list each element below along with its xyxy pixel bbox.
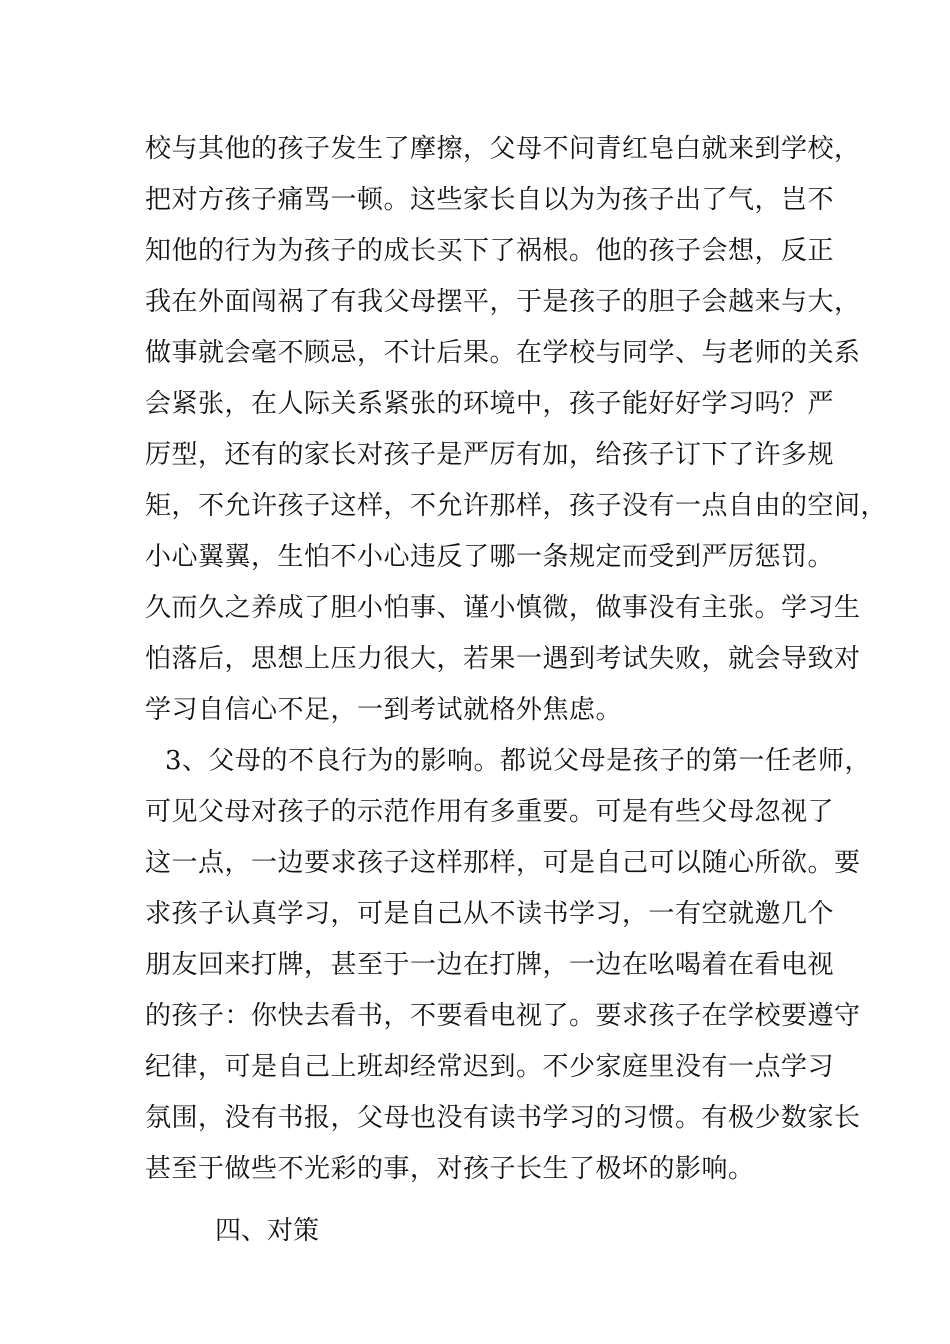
text-line: 这一点，一边要求孩子这样那样，可是自己可以随心所欲。要 (145, 848, 861, 878)
text-line: 学习自信心不足，一到考试就格外焦虑。 (145, 695, 623, 725)
text-line: 纪律，可是自己上班却经常迟到。不少家庭里没有一点学习 (145, 1052, 835, 1082)
text-line: 会紧张，在人际关系紧张的环境中，孩子能好好学习吗？严 (145, 389, 835, 419)
text-line: 氛围，没有书报，父母也没有读书学习的习惯。有极少数家长 (145, 1103, 861, 1133)
text-line: 矩，不允许孩子这样，不允许那样，孩子没有一点自由的空间， (145, 491, 888, 521)
section-heading: 四、对策 (215, 1216, 320, 1246)
text-line: 怕落后，思想上压力很大，若果一遇到考试失败，就会导致对 (145, 644, 861, 674)
text-line: 知他的行为为孩子的成长买下了祸根。他的孩子会想，反正 (145, 236, 835, 266)
text-line: 求孩子认真学习，可是自己从不读书学习，一有空就邀几个 (145, 899, 835, 929)
text-line: 厉型，还有的家长对孩子是严厉有加，给孩子订下了许多规 (145, 440, 835, 470)
text-line: 可见父母对孩子的示范作用有多重要。可是有些父母忽视了 (145, 797, 835, 827)
text-line: 校与其他的孩子发生了摩擦，父母不问青红皂白就来到学校， (145, 134, 861, 164)
text-line: 3、父母的不良行为的影响。都说父母是孩子的第一任老师， (165, 746, 872, 776)
text-line: 我在外面闯祸了有我父母摆平，于是孩子的胆子会越来与大， (145, 287, 861, 317)
text-line: 做事就会毫不顾忌，不计后果。在学校与同学、与老师的关系 (145, 338, 861, 368)
text-line: 朋友回来打牌，甚至于一边在打牌，一边在吆喝着在看电视 (145, 950, 835, 980)
text-line: 甚至于做些不光彩的事，对孩子长生了极坏的影响。 (145, 1154, 755, 1184)
text-line: 的孩子：你快去看书，不要看电视了。要求孩子在学校要遵守 (145, 1001, 861, 1031)
text-line: 把对方孩子痛骂一顿。这些家长自以为为孩子出了气，岂不 (145, 185, 835, 215)
text-line: 小心翼翼，生怕不小心违反了哪一条规定而受到严厉惩罚。 (145, 542, 835, 572)
text-line: 久而久之养成了胆小怕事、谨小慎微，做事没有主张。学习生 (145, 593, 861, 623)
